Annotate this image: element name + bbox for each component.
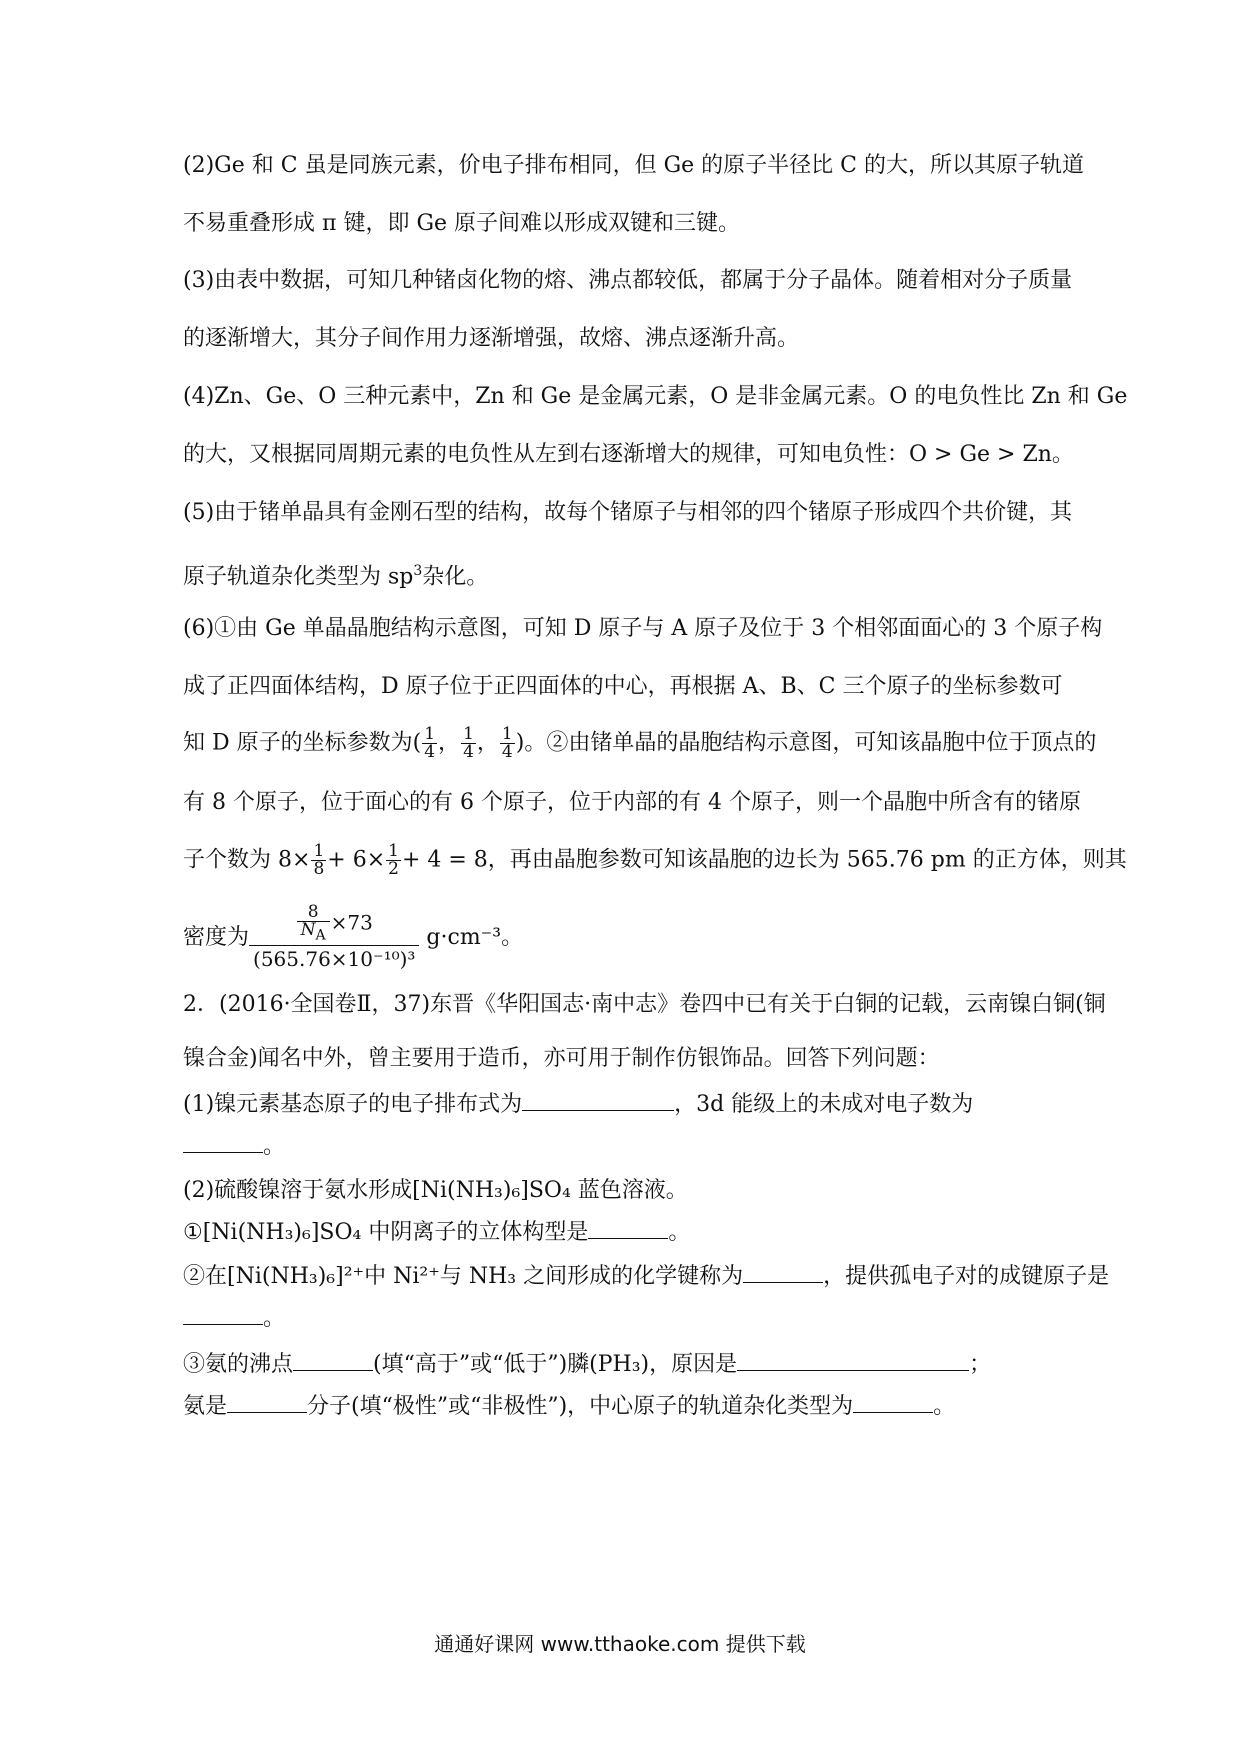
text-span: 。 bbox=[263, 1306, 286, 1331]
fraction-one-half bbox=[386, 843, 401, 878]
density-numerator bbox=[249, 904, 419, 945]
fraction-quarter bbox=[461, 726, 476, 761]
text-span: (填“高于”或“低于”)膦(PH₃)，原因是 bbox=[373, 1352, 738, 1377]
question-2-sub2: (2)硫酸镍溶于氨水形成[Ni(NH₃)₆]SO₄ 蓝色溶液。 bbox=[183, 1178, 688, 1203]
question-2-line-2: 镍合金)闻名中外，曾主要用于造币，亦可用于制作仿银饰品。回答下列问题： bbox=[183, 1046, 940, 1071]
answer-6-line-6 bbox=[183, 898, 1063, 978]
answer-5-line-1: (5)由于锗单晶具有金刚石型的结构，故每个锗原子与相邻的四个锗原子形成四个共价键，其 bbox=[183, 500, 1073, 525]
answer-3-line-2: 的逐渐增大，其分子间作用力逐渐增强，故熔、沸点逐渐升高。 bbox=[183, 326, 800, 351]
comma: ， bbox=[438, 730, 461, 756]
numerator: 8 bbox=[297, 904, 330, 922]
answer-blank-lone-pair-atom[interactable] bbox=[183, 1304, 263, 1325]
page-footer: 通通好课网 www.tthaoke.com 提供下载 bbox=[434, 1632, 806, 1656]
text-span: ×73 bbox=[330, 911, 373, 935]
avogadro-symbol: N bbox=[300, 920, 316, 941]
numerator: 1 bbox=[424, 724, 436, 744]
text-span: 知 D 原子的坐标参数为( bbox=[183, 730, 422, 756]
answer-2-line-1: (2)Ge 和 C 虽是同族元素，价电子排布相同，但 Ge 的原子半径比 C 的大，所以其原子轨道 bbox=[183, 153, 1084, 178]
denominator: 4 bbox=[501, 742, 513, 762]
fraction-one-eighth bbox=[311, 843, 326, 878]
text-span: 密度为 bbox=[183, 925, 250, 950]
fraction-quarter bbox=[500, 726, 515, 761]
text-span: (1)镍元素基态原子的电子排布式为 bbox=[183, 1092, 523, 1117]
answer-6-line-5 bbox=[183, 841, 1127, 879]
answer-blank-reason[interactable] bbox=[737, 1350, 969, 1371]
denominator: 4 bbox=[424, 742, 436, 762]
denominator: 8 bbox=[313, 859, 325, 879]
text-span: ①[Ni(NH₃)₆]SO₄ 中阴离子的立体构型是 bbox=[183, 1220, 589, 1245]
answer-3-line-1: (3)由表中数据，可知几种锗卤化物的熔、沸点都较低，都属于分子晶体。随着相对分子质量 bbox=[183, 268, 1073, 293]
answer-blank-polarity[interactable] bbox=[227, 1392, 307, 1413]
answer-blank-unpaired-electrons[interactable] bbox=[183, 1132, 263, 1153]
text-span: 氨是 bbox=[183, 1394, 228, 1419]
text-span: g·cm⁻³。 bbox=[419, 925, 524, 950]
question-2-sub2-3-line-2 bbox=[183, 1392, 1063, 1422]
denominator: 2 bbox=[388, 859, 399, 879]
answer-blank-hybridization[interactable] bbox=[853, 1392, 933, 1413]
answer-blank-electron-config[interactable] bbox=[522, 1090, 674, 1111]
text-span: 杂化。 bbox=[422, 564, 489, 590]
question-2-sub2-3-line-1 bbox=[183, 1350, 1063, 1380]
answer-blank-boiling-point[interactable] bbox=[293, 1350, 373, 1371]
text-span: ③氨的沸点 bbox=[183, 1352, 294, 1377]
text-span: 。 bbox=[933, 1394, 956, 1419]
superscript: 3 bbox=[413, 563, 423, 579]
text-span: )。②由锗单晶的晶胞结构示意图，可知该晶胞中位于顶点的 bbox=[515, 730, 1097, 756]
answer-4-line-1: (4)Zn、Ge、O 三种元素中，Zn 和 Ge 是金属元素，O 是非金属元素。O 的电负性比 Zn 和 Ge bbox=[183, 384, 1128, 409]
question-2-sub2-2-line-1 bbox=[183, 1262, 1110, 1292]
numerator: 1 bbox=[463, 724, 474, 744]
text-span: ； bbox=[969, 1352, 992, 1377]
text-span: ②在[Ni(NH₃)₆]²⁺中 Ni²⁺与 NH₃ 之间形成的化学键称为 bbox=[183, 1264, 744, 1289]
answer-6-line-2: 成了正四面体结构，D 原子位于正四面体的中心，再根据 A、B、C 三个原子的坐标参数可 bbox=[183, 674, 1063, 699]
text-span: + 4 = 8，再由晶胞参数可知该晶胞的边长为 565.76 pm 的正方体，则其 bbox=[401, 847, 1127, 873]
text-span: 。 bbox=[263, 1134, 286, 1159]
comma: ， bbox=[476, 730, 499, 756]
density-fraction bbox=[249, 904, 419, 971]
question-2-sub2-1 bbox=[183, 1218, 1063, 1248]
text-span: + 6× bbox=[327, 847, 386, 873]
answer-blank-anion-geometry[interactable] bbox=[588, 1218, 668, 1239]
answer-5-line-2 bbox=[183, 556, 1063, 592]
text-span: 分子(填“极性”或“非极性”)，中心原子的轨道杂化类型为 bbox=[307, 1394, 854, 1419]
text-span: ，提供孤电子对的成键原子是 bbox=[823, 1264, 1110, 1289]
answer-6-line-3 bbox=[183, 724, 1097, 762]
text-span: 原子轨道杂化类型为 sp bbox=[183, 564, 414, 590]
question-2-sub2-2-line-2 bbox=[183, 1304, 1063, 1334]
denominator: 4 bbox=[463, 742, 474, 762]
numerator: 1 bbox=[501, 724, 513, 744]
answer-blank-bond-type[interactable] bbox=[743, 1262, 823, 1283]
density-denominator: (565.76×10⁻¹⁰)³ bbox=[253, 946, 416, 971]
answer-6-line-1: (6)①由 Ge 单晶晶胞结构示意图，可知 D 原子与 A 原子及位于 3 个相邻面面心的 3 个原子构 bbox=[183, 616, 1103, 641]
text-span: 子个数为 8× bbox=[183, 847, 311, 873]
fraction-quarter bbox=[422, 726, 437, 761]
numerator: 1 bbox=[388, 841, 399, 861]
text-span: 。 bbox=[668, 1220, 691, 1245]
fraction-eight-over-na bbox=[297, 904, 330, 944]
denominator bbox=[297, 922, 330, 944]
text-span: ，3d 能级上的未成对电子数为 bbox=[674, 1092, 974, 1117]
question-2-line-1: 2．(2016·全国卷Ⅱ，37)东晋《华阳国志·南中志》卷四中已有关于白铜的记载，云南镍白铜(铜 bbox=[183, 992, 1106, 1017]
answer-2-line-2: 不易重叠形成 π 键，即 Ge 原子间难以形成双键和三键。 bbox=[183, 211, 741, 236]
question-2-sub1-line-2 bbox=[183, 1132, 1063, 1162]
subscript: A bbox=[315, 927, 326, 944]
question-2-sub1-line-1 bbox=[183, 1090, 1063, 1120]
answer-6-line-4: 有 8 个原子，位于面心的有 6 个原子，位于内部的有 4 个原子，则一个晶胞中所含有的锗原 bbox=[183, 790, 1081, 815]
answer-4-line-2: 的大，又根据同周期元素的电负性从左到右逐渐增大的规律，可知电负性：O > Ge > Zn。 bbox=[183, 442, 1074, 467]
numerator: 1 bbox=[313, 841, 325, 861]
